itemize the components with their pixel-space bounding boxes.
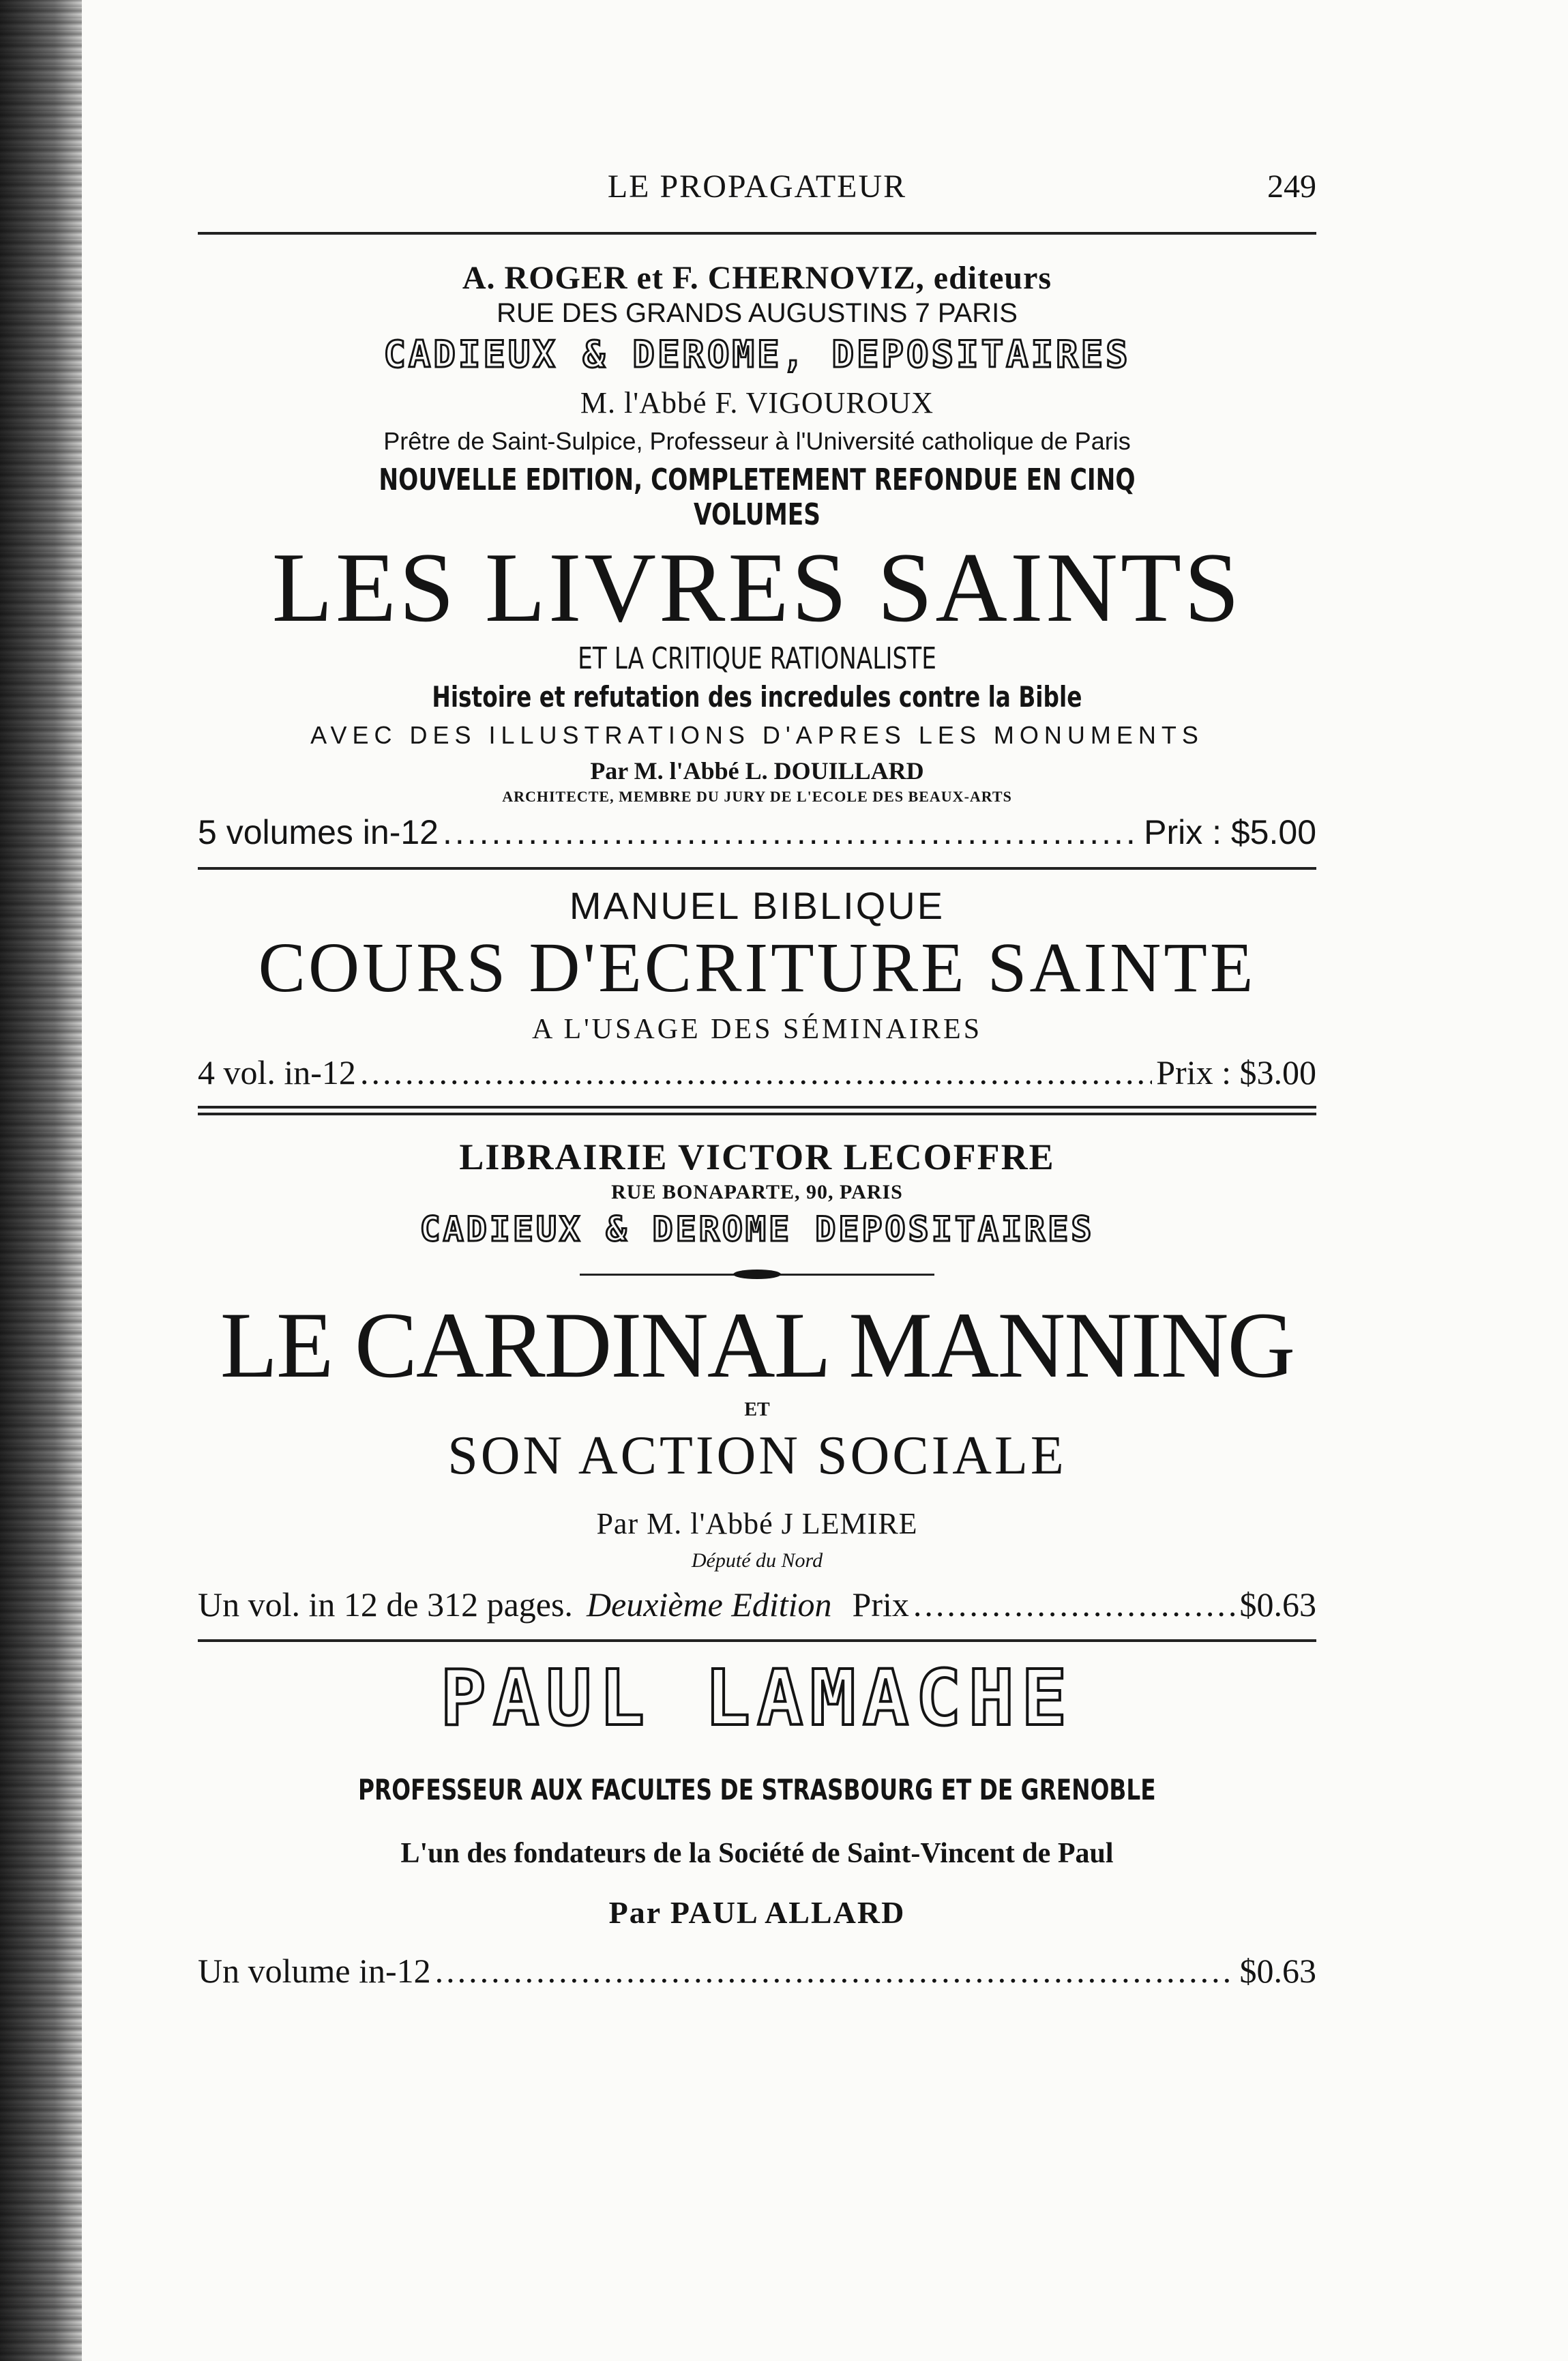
ad1-leader-dots bbox=[443, 812, 1140, 852]
page-number: 249 bbox=[1267, 168, 1316, 205]
ad1-address: RUE DES GRANDS AUGUSTINS 7 PARIS bbox=[497, 298, 1018, 328]
ad3-address: RUE BONAPARTE, 90, PARIS bbox=[611, 1181, 903, 1204]
ad3-price-label: Prix bbox=[852, 1585, 909, 1624]
ornamental-divider bbox=[580, 1270, 934, 1279]
ad2-subtitle: A L'USAGE DES SÉMINAIRES bbox=[531, 1014, 983, 1046]
ad-cours-ecriture bbox=[198, 883, 1316, 1092]
ad4-author: Par PAUL ALLARD bbox=[608, 1895, 906, 1931]
running-head: LE PROPAGATEUR bbox=[607, 168, 907, 205]
ad2-price-row bbox=[198, 1053, 1316, 1092]
ad1-price: Prix : $5.00 bbox=[1144, 813, 1316, 851]
ad3-author-title: Député du Nord bbox=[691, 1549, 823, 1572]
ad1-depositaires: CADIEUX & DEROME, DEPOSITAIRES bbox=[383, 333, 1131, 376]
ad1-edition: NOUVELLE EDITION, COMPLETEMENT REFONDUE EN CINQ VOLUMES bbox=[379, 463, 1136, 532]
ad3-rule bbox=[198, 1639, 1316, 1642]
ad1-author: M. l'Abbé F. VIGOUROUX bbox=[580, 386, 934, 420]
ad3-publisher: LIBRAIRIE VICTOR LECOFFRE bbox=[459, 1136, 1055, 1178]
book-spine-shadow bbox=[0, 0, 82, 2361]
ad2-kicker: MANUEL BIBLIQUE bbox=[569, 884, 945, 927]
ad4-title: PAUL LAMACHE bbox=[440, 1654, 1074, 1744]
ad4-price: $0.63 bbox=[1239, 1952, 1316, 1991]
ad2-double-rule bbox=[198, 1106, 1316, 1115]
ad1-illustrator-title: ARCHITECTE, MEMBRE DU JURY DE L'ECOLE DES BEAUX-ARTS bbox=[502, 788, 1012, 805]
ornament-dot bbox=[733, 1270, 781, 1279]
ad3-depositaires: CADIEUX & DEROME DEPOSITAIRES bbox=[419, 1209, 1095, 1250]
ad1-title: LES LIVRES SAINTS bbox=[271, 532, 1243, 643]
ad3-subtitle: SON ACTION SOCIALE bbox=[447, 1426, 1067, 1486]
ad3-price-row bbox=[198, 1585, 1316, 1624]
ad3-price: $0.63 bbox=[1239, 1585, 1316, 1624]
ad4-leader-dots bbox=[435, 1951, 1236, 1991]
ad1-publishers: A. ROGER et F. CHERNOVIZ, editeurs bbox=[462, 260, 1052, 296]
ad1-subtitle: ET LA CRITIQUE RATIONALISTE bbox=[578, 641, 936, 676]
page-header bbox=[198, 157, 1316, 232]
ad1-format: 5 volumes in-12 bbox=[198, 813, 439, 851]
ad4-format: Un volume in-12 bbox=[198, 1952, 431, 1991]
ad2-leader-dots bbox=[360, 1053, 1152, 1092]
ad4-description: L'un des fondateurs de la Société de Saint-Vincent de Paul bbox=[400, 1838, 1114, 1870]
ad1-description: Histoire et refutation des incredules contre la Bible bbox=[432, 680, 1082, 714]
ad3-leader-dots bbox=[913, 1585, 1236, 1624]
ad3-format: Un vol. in 12 de 312 pages. bbox=[198, 1585, 573, 1624]
ad1-author-title: Prêtre de Saint-Sulpice, Professeur à l'Université catholique de Paris bbox=[383, 427, 1131, 455]
ad-cardinal-manning bbox=[198, 1136, 1316, 1624]
advertisement-page bbox=[198, 157, 1316, 1991]
ad1-illustrator: Par M. l'Abbé L. DOUILLARD bbox=[590, 757, 924, 784]
ad1-price-row bbox=[198, 812, 1316, 852]
ad4-subtitle: PROFESSEUR AUX FACULTES DE STRASBOURG ET DE GRENOBLE bbox=[358, 1773, 1156, 1807]
header-rule bbox=[198, 232, 1316, 235]
ad-livres-saints bbox=[198, 259, 1316, 852]
ad3-conj: ET bbox=[744, 1399, 770, 1421]
ad1-illustrations: AVEC DES ILLUSTRATIONS D'APRES LES MONUMENTS bbox=[310, 721, 1204, 749]
ad4-price-row bbox=[198, 1951, 1316, 1991]
ad2-title: COURS D'ECRITURE SAINTE bbox=[258, 928, 1256, 1007]
ad2-price: Prix : $3.00 bbox=[1156, 1053, 1316, 1092]
ad3-author: Par M. l'Abbé J LEMIRE bbox=[596, 1507, 918, 1541]
ad3-edition: Deuxième Edition bbox=[586, 1585, 832, 1624]
ad-paul-lamache bbox=[198, 1654, 1316, 1991]
ad2-format: 4 vol. in-12 bbox=[198, 1053, 356, 1092]
ad1-rule bbox=[198, 867, 1316, 870]
ad3-title: LE CARDINAL MANNING bbox=[220, 1293, 1295, 1398]
